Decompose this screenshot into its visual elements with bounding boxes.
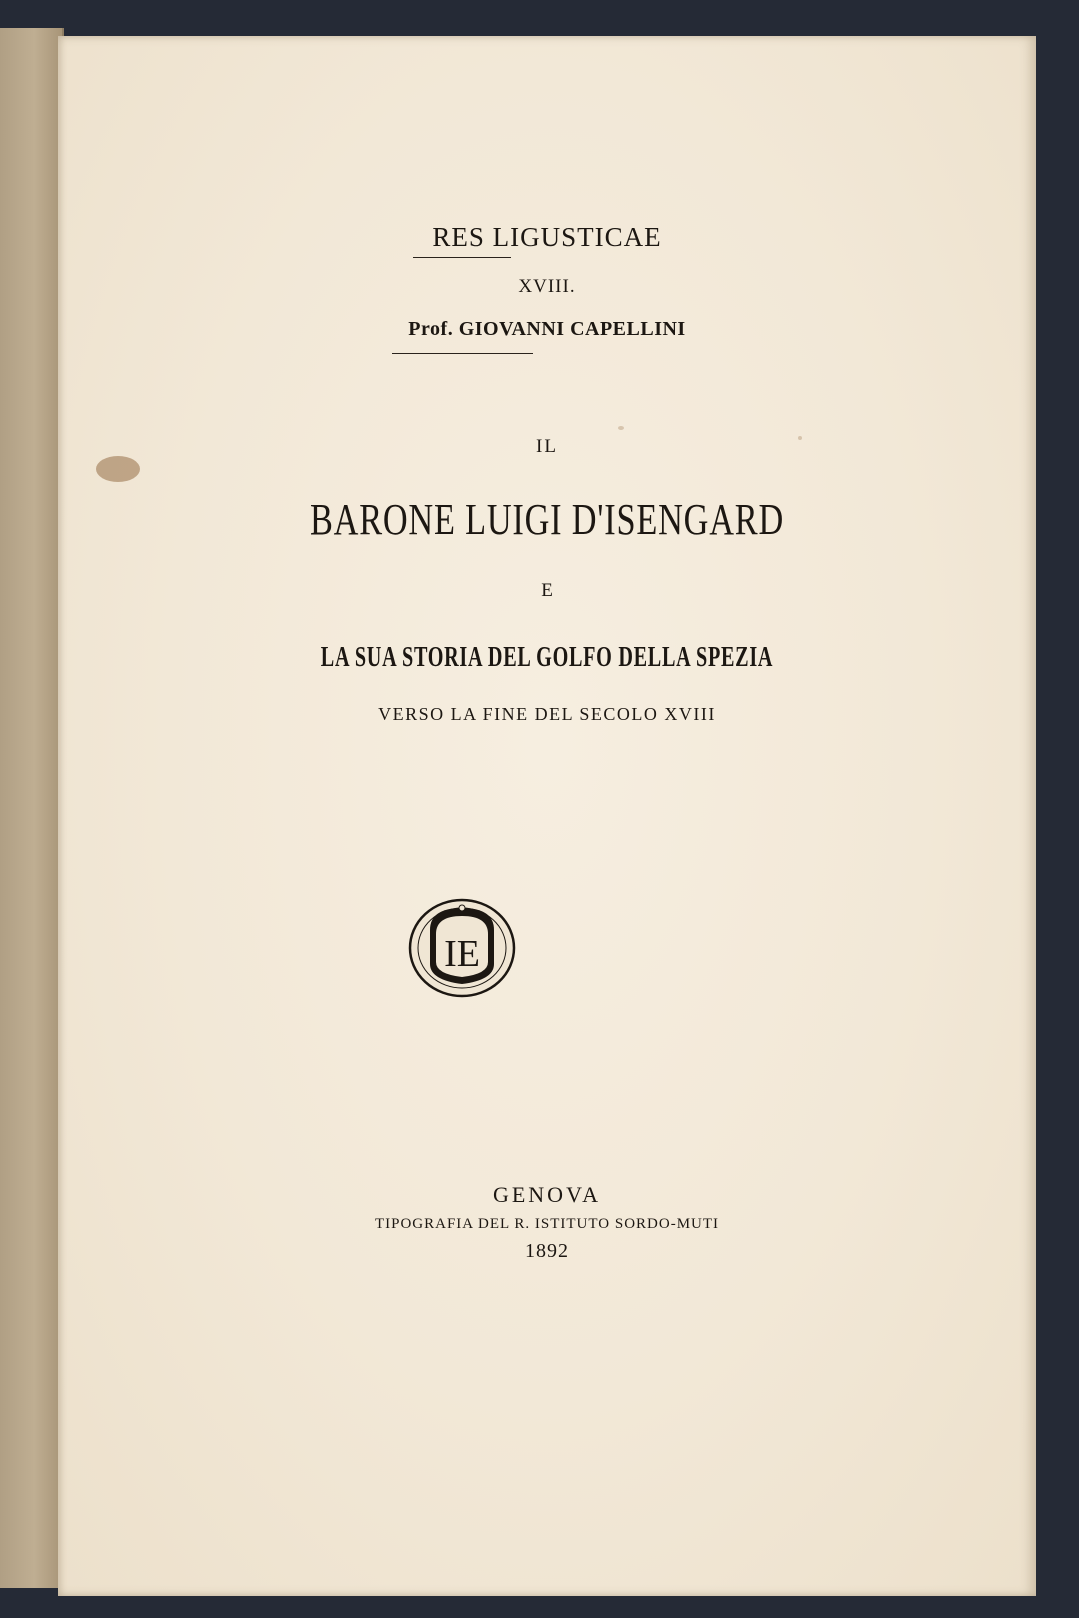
author-name: Prof. GIOVANNI CAPELLINI: [408, 318, 686, 340]
imprint-place: GENOVA: [492, 1182, 602, 1207]
title-article: IL: [536, 436, 558, 457]
rule-divider: [413, 257, 511, 258]
rule-divider: [392, 353, 533, 354]
series-title: RES LIGUSTICAE: [432, 222, 662, 252]
title-page: [58, 36, 1036, 1596]
subtitle: LA SUA STORIA DEL GOLFO DELLA SPEZIA: [320, 642, 774, 673]
book-cover-edge: [0, 28, 64, 1588]
series-number: XVIII.: [518, 276, 576, 297]
imprint-year: 1892: [525, 1240, 569, 1262]
printer-emblem-icon: [406, 896, 518, 998]
imprint-publisher: TIPOGRAFIA DEL R. ISTITUTO SORDO-MUTI: [374, 1216, 720, 1232]
emblem-monogram: IE: [444, 933, 480, 975]
paper-stain: [96, 456, 140, 482]
paper-stain: [618, 426, 624, 430]
main-title: BARONE LUIGI D'ISENGARD: [309, 495, 785, 544]
title-conjunction: E: [541, 580, 553, 601]
subtitle-period: VERSO LA FINE DEL SECOLO XVIII: [378, 704, 716, 724]
